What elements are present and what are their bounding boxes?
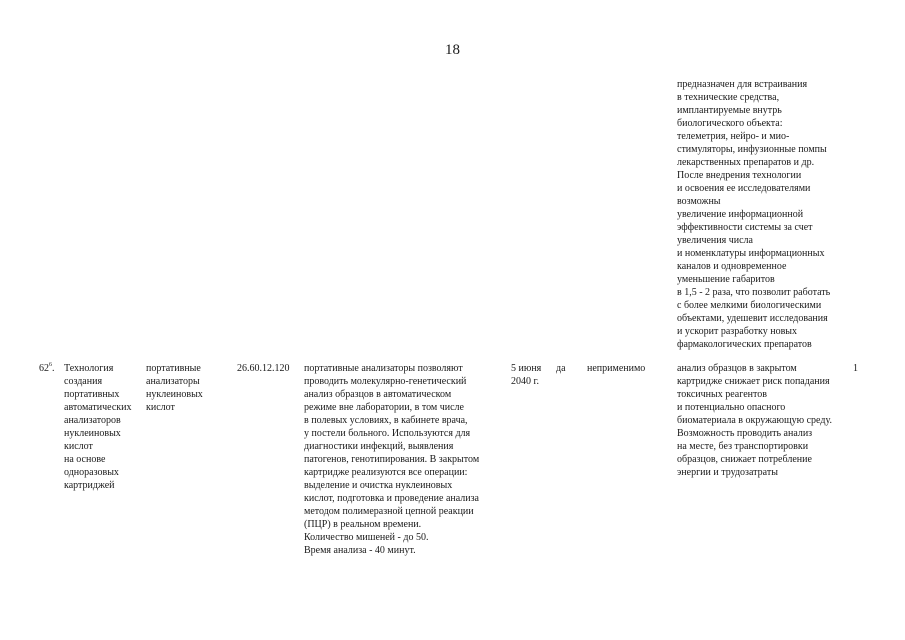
text-line: анализаторов [64, 415, 121, 426]
text-line: энергии и трудозатраты [677, 467, 778, 478]
text-line: портативных [64, 389, 120, 400]
text-line: Технология [64, 363, 114, 374]
yes-flag: да [556, 363, 566, 374]
text-line: уменьшение габаритов [677, 274, 775, 285]
text-line: с более мелкими биологическими [677, 300, 822, 311]
row-number: $62^6$. [39, 362, 55, 374]
text-line: на месте, без транспортировки [677, 441, 809, 452]
text-line: в 1,5 - 2 раза, что позволит работать [677, 287, 831, 298]
text-line: эффективности системы за счет [677, 222, 813, 233]
text-line: биоматериала в окружающую среду. [677, 415, 832, 426]
text-line: одноразовых [64, 467, 119, 478]
text-line: и освоения ее исследователями [677, 183, 811, 194]
last-column-value: 1 [853, 363, 858, 374]
technology-description [304, 362, 479, 557]
text-line: Возможность проводить анализ [677, 428, 813, 439]
text-line: выделение и очистка нуклеиновых [304, 480, 453, 491]
technology-name [64, 362, 132, 492]
text-line: и номенклатуры информационных [677, 248, 825, 259]
text-line: и потенциально опасного [677, 402, 786, 413]
text-line: проводить молекулярно-генетический [304, 376, 467, 387]
text-line: возможны [677, 196, 721, 207]
continuation-text [677, 78, 830, 351]
text-line: и ускорит разработку новых [677, 326, 798, 337]
text-line: у постели больного. Используются для [304, 428, 471, 439]
text-line: увеличения числа [677, 235, 753, 246]
text-line: на основе [64, 454, 106, 465]
text-line: каналов и одновременное [677, 261, 787, 272]
text-line: телеметрия, нейро- и мио- [677, 131, 790, 142]
text-line: в технические средства, [677, 92, 780, 103]
text-line: 2040 г. [511, 376, 539, 387]
text-line: режиме вне лаборатории, в том числе [304, 402, 464, 413]
text-line: имплантируемые внутрь [677, 105, 782, 116]
text-line: диагностики инфекций, выявления [304, 441, 454, 452]
text-line: анализ образцов в закрытом [677, 363, 797, 374]
text-line: портативные анализаторы позволяют [304, 363, 463, 374]
text-line: токсичных реагентов [677, 389, 767, 400]
page-number: 18 [445, 42, 460, 58]
text-line: лекарственных препаратов и др. [677, 157, 815, 168]
text-line: увеличение информационной [677, 209, 804, 220]
text-line: картридже реализуются все операции: [304, 467, 468, 478]
text-line: картриджей [64, 480, 115, 491]
product-code: 26.60.12.120 [237, 363, 290, 374]
text-line: автоматических [64, 402, 132, 413]
text-line: создания [64, 376, 103, 387]
text-line: методом полимеразной цепной реакции [304, 506, 474, 517]
text-line: кислот [146, 402, 175, 413]
text-line: кислот [64, 441, 93, 452]
text-line: нуклеиновых [146, 389, 203, 400]
expected-effect [677, 362, 832, 479]
text-line: объектами, удешевит исследования [677, 313, 828, 324]
text-line: предназначен для встраивания [677, 79, 808, 90]
text-line: картридже снижает риск попадания [677, 376, 830, 387]
implementation-date [511, 362, 541, 388]
text-line: После внедрения технологии [677, 170, 802, 181]
text-line: портативные [146, 363, 201, 374]
text-line: анализаторы [146, 376, 200, 387]
text-line: фармакологических препаратов [677, 339, 812, 350]
row-number-footnote: 6 [49, 362, 52, 368]
text-line: Количество мишеней - до 50. [304, 532, 429, 543]
text-line: анализ образцов в автоматическом [304, 389, 452, 400]
text-line: биологического объекта: [677, 118, 783, 129]
not-applicable-flag: неприменимо [587, 363, 646, 374]
text-line: образцов, снижает потребление [677, 454, 812, 465]
text-line: Время анализа - 40 минут. [304, 545, 416, 556]
text-line: (ПЦР) в реальном времени. [304, 519, 422, 530]
text-line: 5 июня [511, 363, 542, 374]
text-line: стимуляторы, инфузионные помпы [677, 144, 827, 155]
text-line: в полевых условиях, в кабинете врача, [304, 415, 468, 426]
text-line: патогенов, генотипирования. В закрытом [304, 454, 480, 465]
text-line: нуклеиновых [64, 428, 121, 439]
text-line: кислот, подготовка и проведение анализа [304, 493, 479, 504]
product-name [146, 362, 203, 414]
